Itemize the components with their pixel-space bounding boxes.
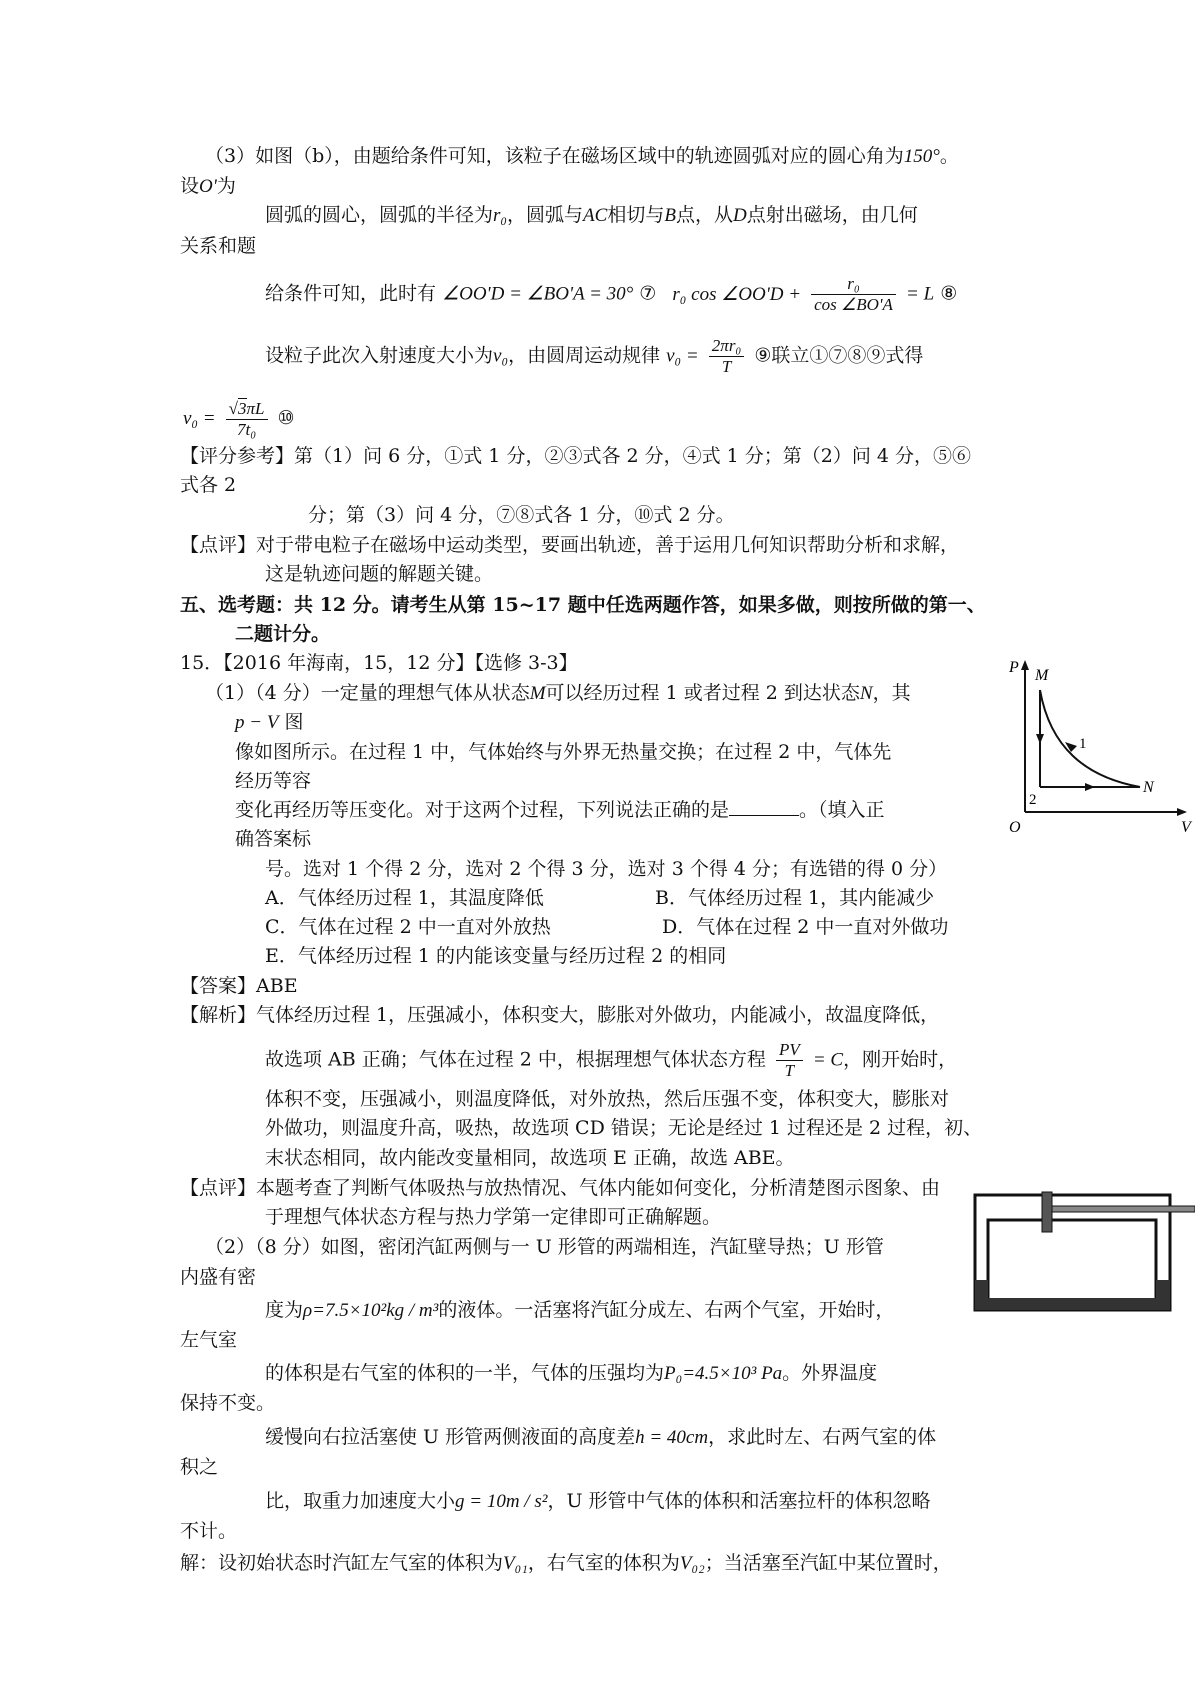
equation-10: v₀ = $\frac{√3\pi L}{\text{7t₀}}$ ⑩ — [183, 399, 295, 439]
v-axis-arrow — [1177, 808, 1187, 816]
equation-10-fraction: $\frac{√3\pi L}{\text{7t₀}}$ — [226, 398, 268, 440]
analysis-line5: 末状态相同，故内能改变量相同，故选项 E 正确，故选 ABE。 — [265, 1147, 795, 1169]
q15-p1-line2: p − V 图 — [235, 711, 304, 733]
process1-curve — [1040, 690, 1140, 787]
comment2-line1: 【点评】本题考查了判断气体吸热与放热情况、气体内能如何变化，分析清楚图示图象、由 — [180, 1177, 941, 1199]
v-axis-label: V — [1181, 819, 1191, 836]
scoring-tag: 【评分参考】 — [180, 445, 295, 467]
comment1-line2: 这是轨迹问题的解题关键。 — [265, 563, 494, 585]
analysis-line1: 【解析】气体经历过程 1，压强减小，体积变大，膨胀对外做功，内能减小，故温度降低， — [180, 1004, 940, 1026]
part2-line10: 不计。 — [180, 1520, 238, 1542]
part2-line2: 内盛有密 — [180, 1266, 257, 1288]
comment1-line1: 【点评】对于带电粒子在磁场中运动类型，要画出轨迹，善于运用几何知识帮助分析和求解， — [180, 534, 960, 556]
part2-line7: 缓慢向右拉活塞使 U 形管两侧液面的高度差h = 40cm，求此时左、右两气室的体 — [265, 1426, 937, 1448]
section5-line1: 五、选考题：共 12 分。请考生从第 15~17 题中任选两题作答，如果多做，则按所做的第一、 — [180, 594, 986, 616]
part2-line3: 度为ρ=7.5×10²kg / m³的液体。一活塞将汽缸分成左、右两个气室，开始时， — [265, 1299, 895, 1321]
part2-line4: 左气室 — [180, 1329, 238, 1351]
cylinder-figure — [970, 1180, 1195, 1330]
liquid-left — [975, 1280, 988, 1310]
scoring-line1: 【评分参考】第（1）问 6 分，①式 1 分，②③式各 2 分，④式 1 分；第（2）问 4 分，⑤⑥ — [180, 445, 972, 467]
part2-line1: （2）（8 分）如图，密闭汽缸两侧与一 U 形管的两端相连，汽缸壁导热；U 形管 — [205, 1236, 884, 1258]
q15-p1-line6: 确答案标 — [235, 828, 312, 850]
liquid-right — [1156, 1280, 1170, 1310]
process2-arrow-down — [1036, 734, 1044, 744]
option-a: A．气体经历过程 1，其温度降低 — [265, 887, 544, 909]
n-label: N — [1143, 779, 1154, 796]
q15-p1-line1: （1）（4 分）一定量的理想气体从状态M可以经历过程 1 或者过程 2 到达状态N，其 — [205, 682, 911, 704]
comment-tag: 【点评】 — [180, 1177, 257, 1199]
origin-label: O — [1009, 819, 1021, 836]
scoring-line2: 式各 2 — [180, 474, 237, 496]
p-axis-label: P — [1009, 659, 1019, 676]
part3-line1: （3）如图（b），由题给条件可知，该粒子在磁场区域中的轨迹圆弧对应的圆心角为150°。 — [205, 145, 959, 167]
part3-line4: 关系和题 — [180, 235, 257, 257]
q15-p1-line4: 经历等容 — [235, 770, 312, 792]
liquid-bottom — [988, 1298, 1156, 1310]
m-label: M — [1035, 667, 1049, 684]
piston-rod — [1052, 1206, 1195, 1212]
part2-line9: 比，取重力加速度大小g = 10m / s²，U 形管中气体的体积和活塞拉杆的体积忽略 — [265, 1490, 931, 1512]
q15-p1-line3: 像如图所示。在过程 1 中，气体始终与外界无热量交换；在过程 2 中，气体先 — [235, 741, 892, 763]
cylinder-body — [988, 1220, 1156, 1310]
answer-tag: 【答案】 — [180, 975, 257, 997]
curve1-label: 1 — [1079, 736, 1087, 752]
solution-line: 解：设初始状态时汽缸左气室的体积为V₀₁，右气室的体积为V₀₂；当活塞至汽缸中某位置时， — [180, 1552, 952, 1574]
section5-line2: 二题计分。 — [235, 623, 331, 645]
pv-graph-figure — [1005, 652, 1195, 837]
option-c: C．气体在过程 2 中一直对外放热 — [265, 916, 551, 938]
state-equation-fraction: $\frac{PV}{T}$ — [776, 1040, 803, 1081]
answer-blank — [729, 797, 799, 816]
p-axis-arrow — [1021, 660, 1029, 670]
analysis-line2: 故选项 AB 正确；气体在过程 2 中，根据理想气体状态方程 $\frac{PV}{T}$ = C，刚开始时， — [265, 1040, 958, 1080]
q15-header: 15．【2016 年海南，15，12 分】【选修 3-3】 — [180, 652, 578, 674]
part2-line8: 积之 — [180, 1456, 219, 1478]
answer-value: ABE — [256, 975, 298, 997]
part3-line6: 设粒子此次入射速度大小为v₀，由圆周运动规律 v₀ = $\frac{\text{2πr₀}}{T}$ ⑨联立①⑦⑧⑨式得 — [265, 336, 924, 376]
analysis-line3: 体积不变，压强减小，则温度降低，对外放热，然后压强不变，体积变大，膨胀对 — [265, 1088, 950, 1110]
q15-p1-line7: 号。选对 1 个得 2 分，选对 2 个得 3 分，选对 3 个得 4 分；有选错的得 0 分） — [265, 858, 948, 880]
comment2-line2: 于理想气体状态方程与热力学第一定律即可正确解题。 — [265, 1206, 722, 1228]
part3-line5: 给条件可知，此时有 ∠OO'D = ∠BO'A = 30° ⑦ r₀ cos ∠OO'D + $\frac{\text{r₀}}{\cos \angle BO'A}$ = L ⑧ — [265, 274, 958, 314]
option-e: E．气体经历过程 1 的内能该变量与经历过程 2 的相同 — [265, 945, 727, 967]
part2-line5: 的体积是右气室的体积的一半，气体的压强均为P₀=4.5×10³ Pa。外界温度 — [265, 1362, 878, 1384]
part2-line6: 保持不变。 — [180, 1392, 276, 1414]
curve2-label: 2 — [1029, 792, 1037, 808]
part3-line3: 圆弧的圆心，圆弧的半径为r₀，圆弧与AC相切与B点，从D点射出磁场，由几何 — [265, 204, 918, 226]
part3-line2: 设O'为 — [180, 175, 236, 197]
comment-tag: 【点评】 — [180, 534, 257, 556]
equation-8-fraction: $\frac{\text{r₀}}{\cos \angle BO'A}$ — [811, 274, 896, 315]
option-b: B．气体经历过程 1，其内能减少 — [655, 887, 935, 909]
q15-p1-line5: 变化再经历等压变化。对于这两个过程，下列说法正确的是 。（填入正 — [235, 799, 885, 821]
answer-line — [180, 973, 298, 999]
equation-9-fraction: $\frac{\text{2πr₀}}{T}$ — [709, 336, 745, 377]
piston — [1042, 1192, 1052, 1232]
option-d: D．气体在过程 2 中一直对外做功 — [662, 916, 949, 938]
scoring-line3: 分；第（3）问 4 分，⑦⑧式各 1 分，⑩式 2 分。 — [308, 504, 735, 526]
equation-7: ∠OO'D = ∠BO'A = 30° — [442, 283, 634, 305]
analysis-tag: 【解析】 — [180, 1004, 257, 1026]
analysis-line4: 外做功，则温度升高，吸热，故选项 CD 错误；无论是经过 1 过程还是 2 过程，初、 — [265, 1117, 983, 1139]
process2-arrow-right — [1085, 783, 1095, 791]
